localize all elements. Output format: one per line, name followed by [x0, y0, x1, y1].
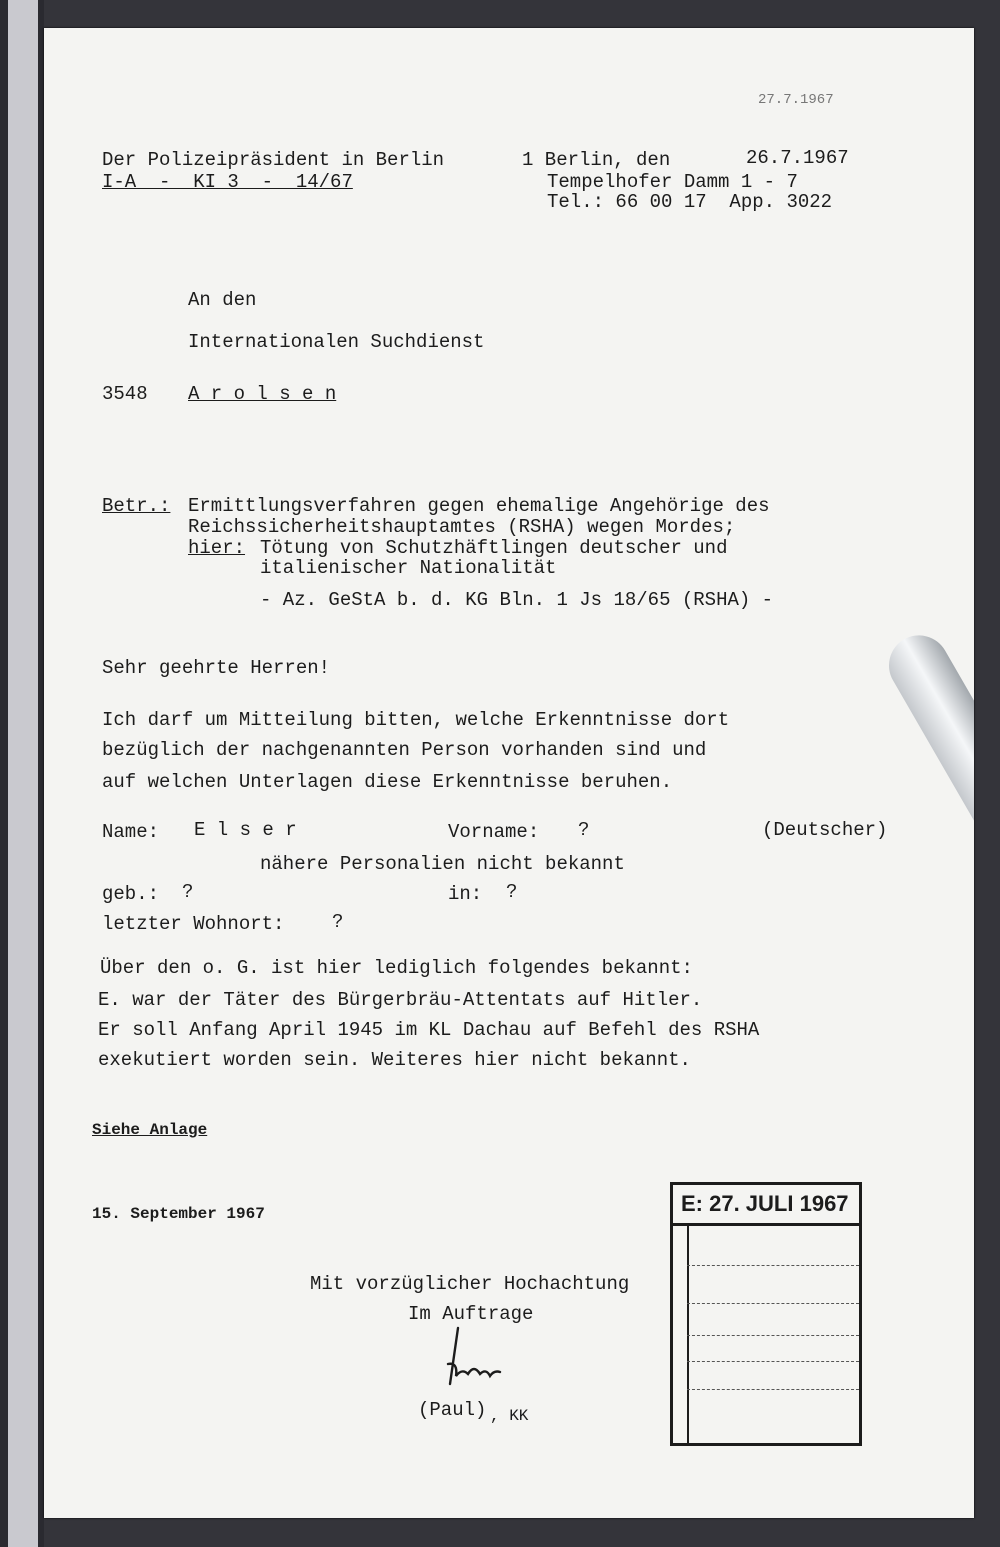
hier-label: hier: — [188, 537, 246, 559]
personalien: nähere Personalien nicht bekannt — [260, 853, 625, 875]
subject-reference: - Az. GeStA b. d. KG Bln. 1 Js 18/65 (RSHA) - — [260, 589, 774, 611]
geb-label: geb.: — [102, 883, 160, 905]
sender-line2: I-A - KI 3 - 14/67 — [102, 171, 353, 193]
stamp-column — [673, 1223, 689, 1443]
betr-label: Betr.: — [102, 495, 171, 517]
name-value: E l s e r — [194, 819, 297, 841]
stamp-row — [687, 1265, 859, 1266]
stamp-row — [687, 1361, 859, 1362]
para1-line3: auf welchen Unterlagen diese Erkenntnisse beruhen. — [102, 771, 673, 793]
handwritten-signature — [428, 1324, 518, 1396]
binder-strip — [8, 0, 38, 1547]
wohnort-value: ? — [332, 911, 344, 933]
closing-name: (Paul) — [418, 1399, 487, 1421]
para1-line1: Ich darf um Mitteilung bitten, welche Erkenntnisse dort — [102, 709, 730, 731]
stamp-header — [673, 1185, 859, 1226]
subject-line3: Tötung von Schutzhäftlingen deutscher und — [260, 537, 728, 559]
recipient-to: An den — [188, 289, 257, 311]
known-line1: Über den o. G. ist hier lediglich folgendes bekannt: — [100, 957, 693, 979]
subject-line1: Ermittlungsverfahren gegen ehemalige Angehörige des — [188, 495, 770, 517]
nationality: (Deutscher) — [762, 819, 888, 841]
closing-line1: Mit vorzüglicher Hochachtung — [310, 1273, 630, 1295]
sender-address: Tempelhofer Damm 1 - 7 — [547, 171, 798, 193]
name-label: Name: — [102, 821, 160, 843]
known-line2: E. war der Täter des Bürgerbräu-Attentats auf Hitler. — [98, 989, 703, 1011]
date-note: 15. September 1967 — [92, 1205, 265, 1223]
in-label: in: — [448, 883, 483, 905]
sender-line1: Der Polizeipräsident in Berlin — [102, 149, 445, 171]
page-holder-clip — [878, 624, 974, 931]
subject-line4: italienischer Nationalität — [260, 557, 557, 579]
top-pencil-mark: 27.7.1967 — [758, 92, 834, 108]
closing-line2: Im Auftrage — [408, 1303, 534, 1325]
known-line4: exekutiert worden sein. Weiteres hier nicht bekannt. — [98, 1049, 691, 1071]
in-value: ? — [506, 881, 518, 903]
known-line3: Er soll Anfang April 1945 im KL Dachau auf Befehl des RSHA — [98, 1019, 760, 1041]
recipient-postcode: 3548 — [102, 383, 148, 405]
document-page — [44, 28, 974, 1518]
binder-edge — [0, 0, 44, 1547]
sender-phone: Tel.: 66 00 17 App. 3022 — [547, 191, 833, 213]
closing-rank: , KK — [490, 1407, 529, 1425]
para1-line2: bezüglich der nachgenannten Person vorhanden sind und — [102, 739, 707, 761]
stamp-row — [687, 1389, 859, 1390]
wohnort-label: letzter Wohnort: — [102, 913, 285, 935]
vorname-label: Vorname: — [448, 821, 540, 843]
recipient-city: A r o l s e n — [188, 383, 337, 405]
stamp-row — [687, 1335, 859, 1336]
stamp-date: E: 27. JULI 1967 — [681, 1191, 849, 1216]
siehe-anlage: Siehe Anlage — [92, 1121, 208, 1139]
city-line: 1 Berlin, den — [522, 149, 671, 171]
recipient-name: Internationalen Suchdienst — [188, 331, 485, 353]
greeting: Sehr geehrte Herren! — [102, 657, 331, 679]
vorname-value: ? — [578, 819, 590, 841]
letter-date: 26.7.1967 — [746, 147, 849, 169]
received-stamp — [670, 1182, 862, 1446]
subject-line2: Reichssicherheitshauptamtes (RSHA) wegen Mordes; — [188, 516, 736, 538]
stamp-row — [687, 1303, 859, 1304]
geb-value: ? — [182, 881, 194, 903]
